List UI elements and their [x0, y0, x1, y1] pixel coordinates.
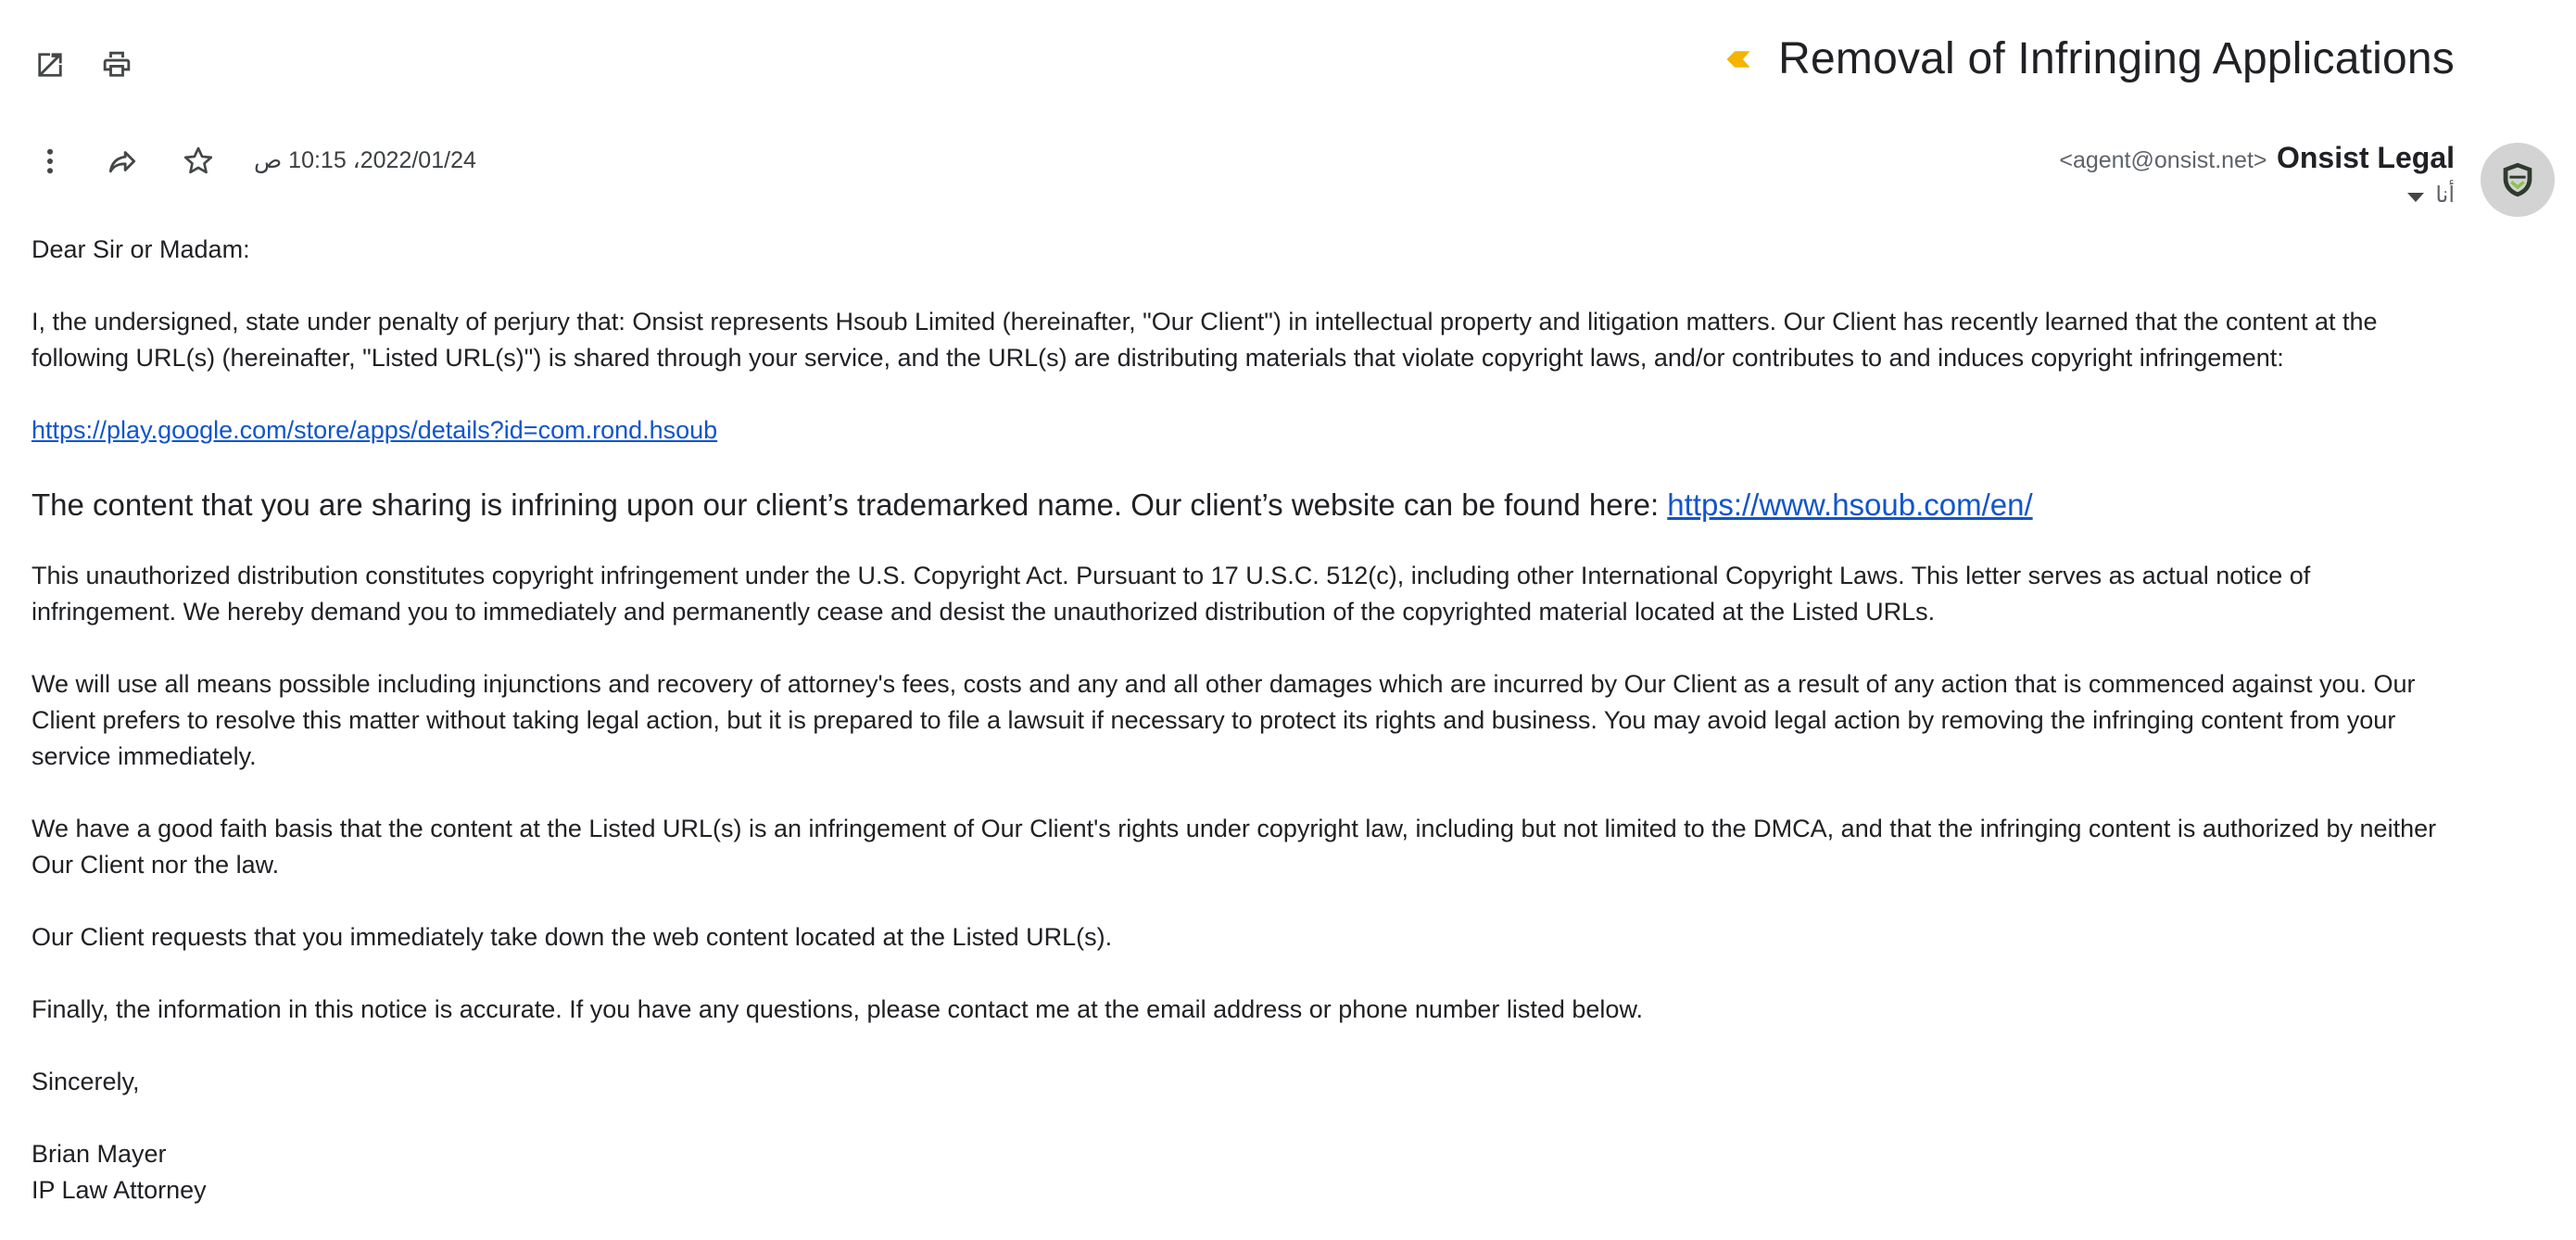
open-in-new-window-button[interactable]	[20, 35, 80, 95]
print-button[interactable]	[87, 35, 146, 95]
star-icon	[181, 144, 216, 179]
listed-url-paragraph	[32, 412, 2441, 449]
sender-email: <agent@onsist.net>	[2059, 147, 2267, 173]
paragraph-infringement: This unauthorized distribution constitutes copyright infringement under the U.S. Copyright Act. Pursuant to 17 U.S.C. 512(c), including other International Copyright Laws. This letter serves as actual notice of infringement. We hereby demand you to immediately and permanently cease and desist the unauthorized distribution of the copyrighted material located at the Listed URLs.	[32, 562, 2311, 626]
recipient-details-toggle[interactable]	[2407, 182, 2455, 209]
signature	[32, 1136, 2441, 1208]
open-in-new-window-icon	[32, 47, 68, 82]
email-body	[32, 232, 2441, 1208]
paragraph-representation: I, the undersigned, state under penalty of perjury that: Onsist represents Hsoub Limited (hereinafter, "Our Client") in intellectual property and litigation matters. Our Client has recently learned that the content at the following URL(s) (hereinafter, "Listed URL(s)") is shared through your service, and the URL(s) are distributing materials that violate copyright laws, and/or contributes to and induces copyright infringement:	[32, 308, 2378, 372]
listed-url-link[interactable]: https://play.google.com/store/apps/details?id=com.rond.hsoub	[32, 416, 718, 444]
paragraph-takedown-request: Our Client requests that you immediately take down the web content located at the Listed URL(s).	[32, 923, 1113, 951]
signature-title: IP Law Attorney	[32, 1176, 207, 1204]
email-subject	[1724, 33, 2455, 84]
recipient-label: أنا	[2435, 183, 2455, 208]
forward-button[interactable]	[93, 132, 152, 191]
chevron-down-icon[interactable]	[2407, 193, 2424, 202]
star-button[interactable]	[169, 132, 228, 191]
paragraph-accuracy: Finally, the information in this notice is accurate. If you have any questions, please contact me at the email address or phone number listed below.	[32, 995, 1643, 1023]
importance-marker-icon[interactable]	[1724, 45, 1752, 73]
subject-title: Removal of Infringing Applications	[1778, 34, 2455, 83]
sender-info[interactable]	[2059, 141, 2455, 175]
forward-icon	[105, 144, 140, 179]
sender-name[interactable]: Onsist Legal	[2276, 141, 2455, 174]
closing: Sincerely,	[32, 1068, 140, 1095]
paragraph-legal-action: We will use all means possible including injunctions and recovery of attorney's fees, costs and any and all other damages which are incurred by Our Client as a result of any action that is commenced against you. Our Client prefers to resolve this matter without taking legal action, but it is prepared to file a lawsuit if necessary to protect its rights and business. You may avoid legal action by removing the infringing content from your service immediately.	[32, 670, 2416, 770]
email-toolbar	[0, 0, 2576, 130]
signature-name: Brian Mayer	[32, 1140, 167, 1168]
greeting: Dear Sir or Madam:	[32, 235, 250, 263]
print-icon	[99, 47, 134, 82]
more-vert-icon	[32, 144, 68, 179]
avatar[interactable]	[2481, 143, 2555, 217]
trademark-paragraph	[32, 485, 2441, 525]
paragraph-good-faith: We have a good faith basis that the content at the Listed URL(s) is an infringement of Our Client's rights under copyright law, including but not limited to the DMCA, and that the infringing content is authorized by neither Our Client nor the law.	[32, 815, 2437, 879]
more-options-button[interactable]	[20, 132, 80, 191]
trademark-text: The content that you are sharing is infrining upon our client’s trademarked name. Our client’s website can be found here:	[32, 487, 1668, 522]
shield-logo-icon	[2496, 158, 2539, 201]
client-website-link[interactable]: https://www.hsoub.com/en/	[1667, 487, 2033, 522]
email-date: 2022/01/24، 10:15 ص	[254, 147, 476, 173]
